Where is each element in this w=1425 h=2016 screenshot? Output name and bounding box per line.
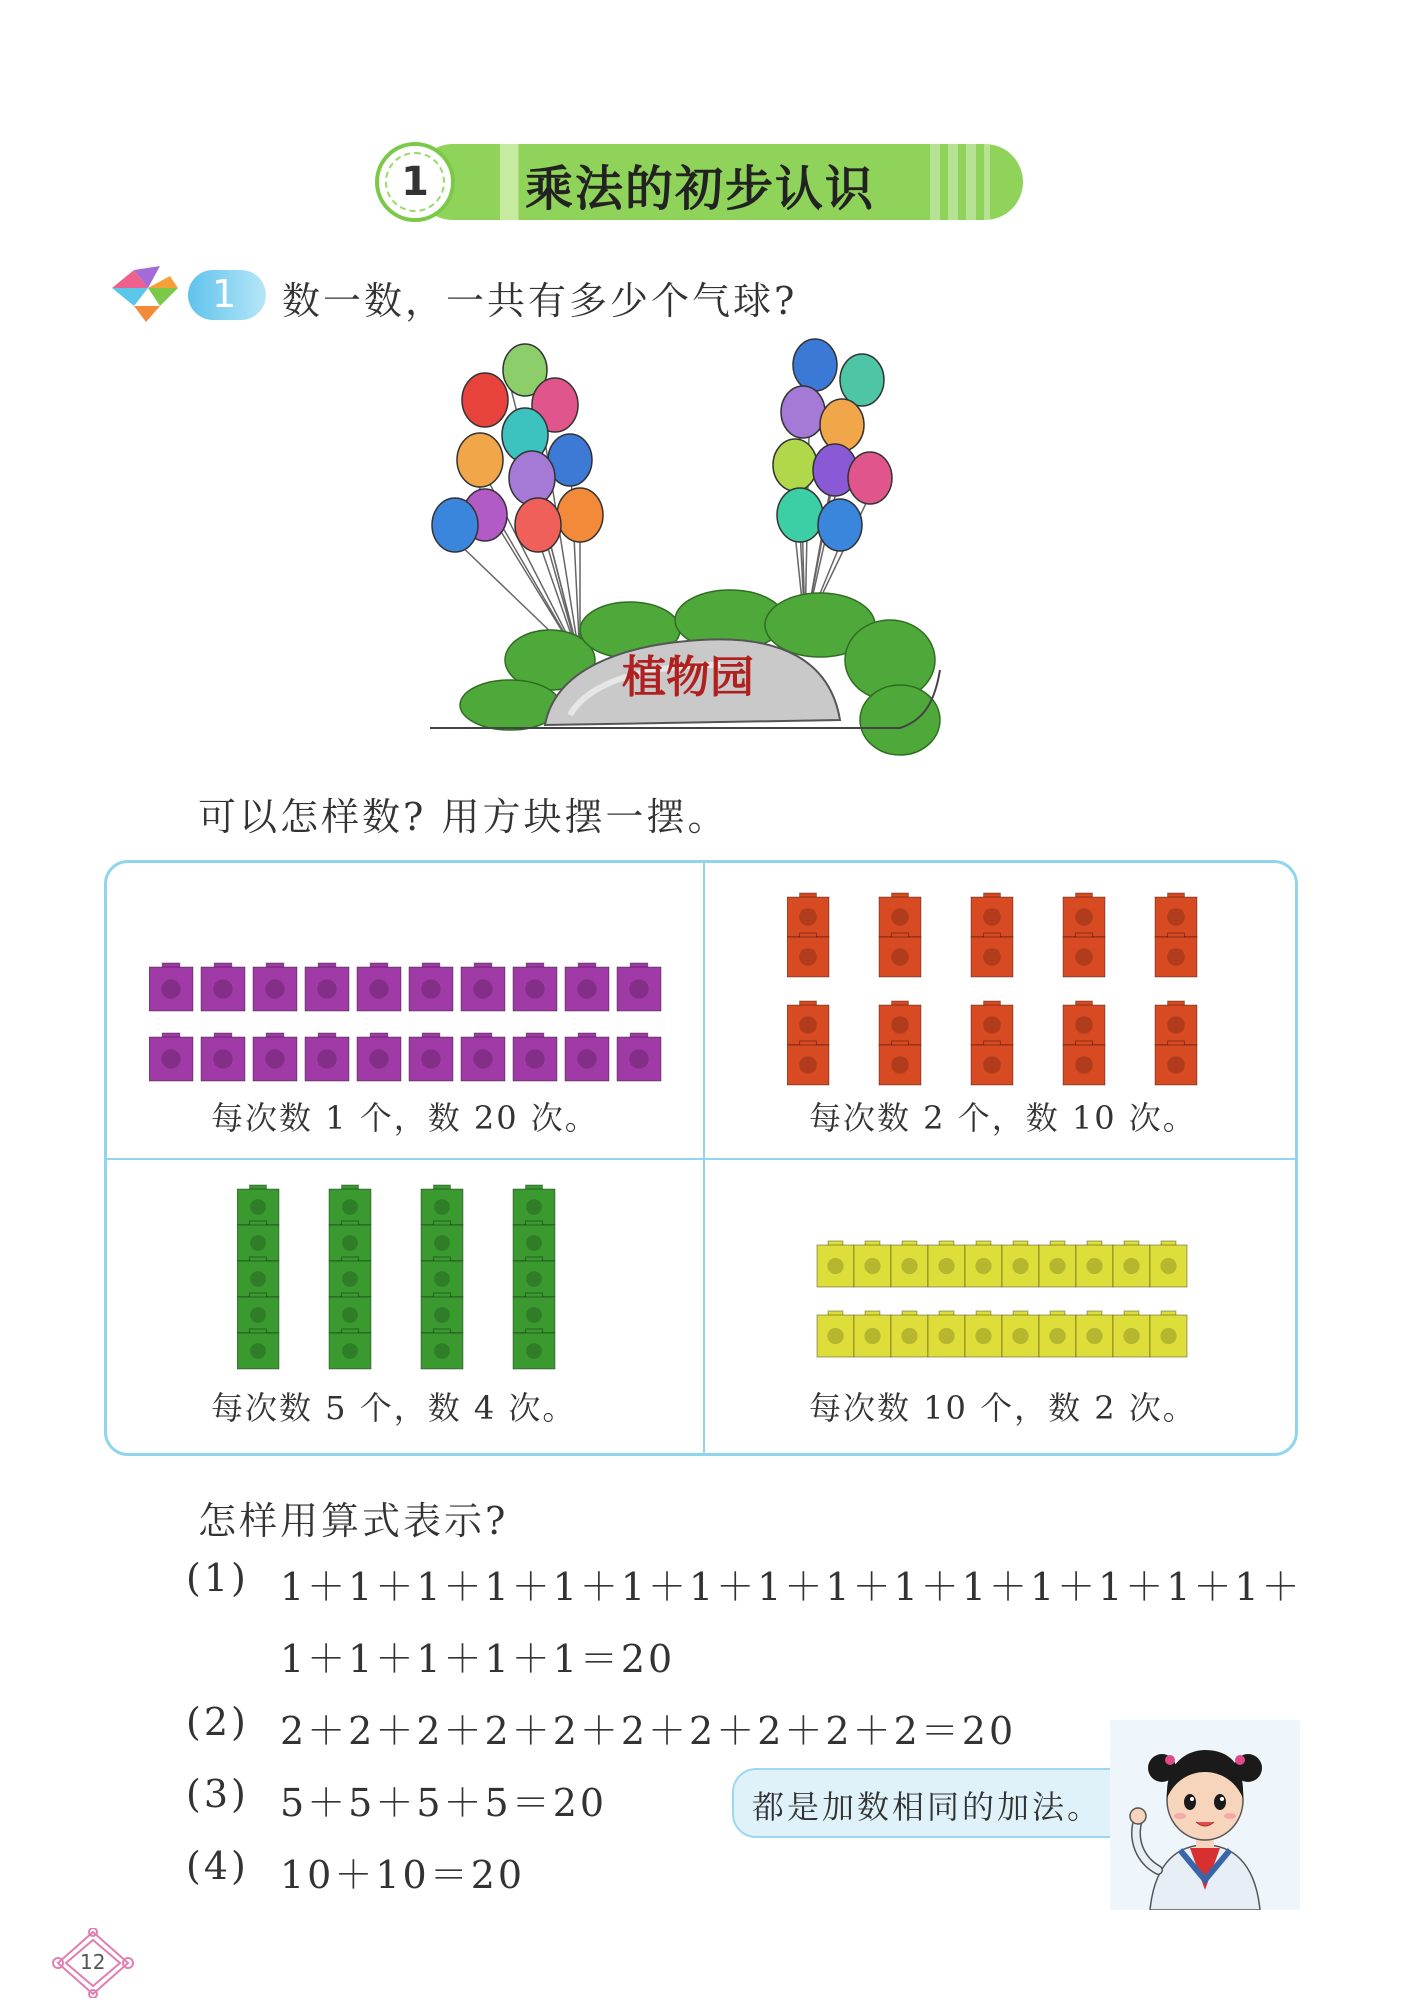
cube xyxy=(421,1293,463,1333)
cube xyxy=(305,1033,349,1081)
lesson-title: 乘法的初步认识 xyxy=(525,161,876,217)
panel-caption-3: 每次数 5 个，数 4 次。 xyxy=(211,1389,577,1427)
example-marker xyxy=(108,262,266,326)
cube xyxy=(817,1311,854,1357)
page-number-badge xyxy=(48,1928,138,1998)
tangram-icon xyxy=(108,262,188,326)
equation-4: 10＋10＝20 xyxy=(280,1853,526,1897)
equation-1-line-1: 1＋1＋1＋1＋1＋1＋1＋1＋1＋1＋1＋1＋1＋1＋1＋ xyxy=(280,1565,1303,1609)
cube xyxy=(1002,1311,1039,1357)
cube xyxy=(879,893,921,937)
equation-label-1: (1) xyxy=(186,1556,249,1600)
red-two-cube-stacks xyxy=(787,891,1227,1091)
cube xyxy=(565,1033,609,1081)
cube xyxy=(1002,1241,1039,1287)
cube xyxy=(513,1293,555,1333)
cube xyxy=(1063,1041,1105,1085)
cube xyxy=(1113,1241,1150,1287)
cube xyxy=(1155,893,1197,937)
cube xyxy=(237,1185,279,1225)
cube xyxy=(513,1185,555,1225)
cube xyxy=(617,963,661,1011)
cube xyxy=(421,1329,463,1369)
cube xyxy=(565,963,609,1011)
cube xyxy=(513,1221,555,1261)
example-number: 1 xyxy=(212,272,237,316)
cube xyxy=(1063,1001,1105,1045)
cube xyxy=(201,963,245,1011)
balloon-garden-illustration xyxy=(430,330,950,780)
cube xyxy=(329,1221,371,1261)
cube xyxy=(253,1033,297,1081)
cube-arrangement-grid xyxy=(104,860,1298,1456)
cube xyxy=(891,1241,928,1287)
example-question: 数一数，一共有多少个气球? xyxy=(282,279,798,323)
equation-2: 2＋2＋2＋2＋2＋2＋2＋2＋2＋2＝20 xyxy=(280,1709,1017,1753)
panel-caption-4: 每次数 10 个，数 2 次。 xyxy=(809,1389,1197,1427)
cube xyxy=(513,1329,555,1369)
cube xyxy=(1155,1041,1197,1085)
cube xyxy=(971,893,1013,937)
grid-divider-horizontal xyxy=(107,1158,1295,1160)
cube xyxy=(357,1033,401,1081)
cube xyxy=(421,1185,463,1225)
cube xyxy=(1155,933,1197,977)
cube xyxy=(971,1001,1013,1045)
cube xyxy=(817,1241,854,1287)
cube xyxy=(1076,1311,1113,1357)
equation-label-3: (3) xyxy=(186,1772,249,1816)
cube xyxy=(879,933,921,977)
green-five-cube-towers xyxy=(237,1181,577,1381)
cube xyxy=(237,1329,279,1369)
cube xyxy=(1063,893,1105,937)
panel-caption-1: 每次数 1 个，数 20 次。 xyxy=(211,1099,599,1137)
cube xyxy=(1039,1311,1076,1357)
expression-prompt: 怎样用算式表示? xyxy=(198,1499,509,1543)
banner-stripes xyxy=(930,144,990,220)
cube xyxy=(854,1311,891,1357)
cube xyxy=(421,1221,463,1261)
cube xyxy=(149,1033,193,1081)
cube xyxy=(329,1293,371,1333)
cube xyxy=(965,1241,1002,1287)
lesson-banner xyxy=(375,142,1023,222)
cube xyxy=(421,1257,463,1297)
cube xyxy=(787,1041,829,1085)
cube xyxy=(409,963,453,1011)
cube xyxy=(1076,1241,1113,1287)
cube xyxy=(305,963,349,1011)
cube xyxy=(891,1311,928,1357)
cube xyxy=(928,1241,965,1287)
cube xyxy=(1150,1311,1187,1357)
cube xyxy=(617,1033,661,1081)
cube xyxy=(854,1241,891,1287)
cube xyxy=(329,1257,371,1297)
cube xyxy=(513,1033,557,1081)
speech-bubble xyxy=(732,1768,1132,1838)
lesson-number: 1 xyxy=(375,142,455,222)
cube xyxy=(513,963,557,1011)
cube xyxy=(1039,1241,1076,1287)
cube xyxy=(965,1311,1002,1357)
cube xyxy=(787,1001,829,1045)
cube xyxy=(787,893,829,937)
cube xyxy=(1063,933,1105,977)
equation-label-4: (4) xyxy=(186,1844,249,1888)
cube xyxy=(201,1033,245,1081)
cube xyxy=(149,963,193,1011)
cube xyxy=(237,1221,279,1261)
sign-text: 植物园 xyxy=(622,652,754,703)
cube xyxy=(971,1041,1013,1085)
cube xyxy=(461,1033,505,1081)
equation-1-line-2: 1＋1＋1＋1＋1＝20 xyxy=(280,1637,676,1681)
cube xyxy=(787,933,829,977)
cube xyxy=(879,1001,921,1045)
cube xyxy=(461,963,505,1011)
cube xyxy=(357,963,401,1011)
cube xyxy=(971,933,1013,977)
cube xyxy=(329,1329,371,1369)
panel-caption-2: 每次数 2 个，数 10 次。 xyxy=(809,1099,1197,1137)
cube xyxy=(253,963,297,1011)
cube xyxy=(329,1185,371,1225)
cube xyxy=(237,1293,279,1333)
example-number-pill xyxy=(188,270,266,320)
purple-single-cubes xyxy=(149,957,669,1087)
girl-character xyxy=(1110,1720,1300,1910)
cube xyxy=(409,1033,453,1081)
cube xyxy=(928,1311,965,1357)
cube xyxy=(1155,1001,1197,1045)
cube xyxy=(1150,1241,1187,1287)
count-prompt: 可以怎样数? 用方块摆一摆。 xyxy=(198,795,729,839)
speech-text: 都是加数相同的加法。 xyxy=(752,1788,1103,1826)
equation-label-2: (2) xyxy=(186,1700,249,1744)
cube xyxy=(879,1041,921,1085)
cube xyxy=(237,1257,279,1297)
equation-3: 5＋5＋5＋5＝20 xyxy=(280,1781,608,1825)
yellow-ten-cube-trains xyxy=(809,1231,1209,1361)
cube xyxy=(1113,1311,1150,1357)
page-number: 12 xyxy=(80,1950,106,1974)
cube xyxy=(513,1257,555,1297)
